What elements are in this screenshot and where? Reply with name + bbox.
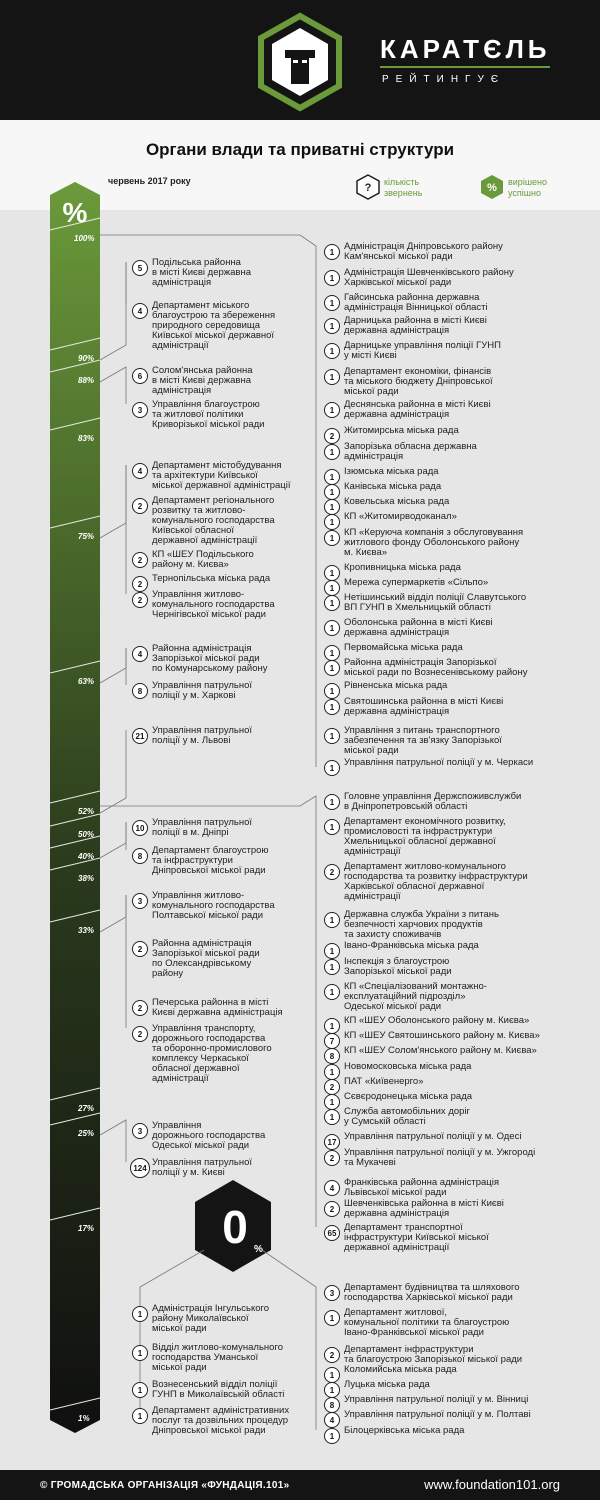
- percent-label: 52%: [78, 807, 95, 816]
- organization-name: Рівненська міська рада: [344, 680, 448, 691]
- right-list-item: [344, 1077, 594, 1087]
- right-list-item: [344, 1132, 594, 1142]
- request-count-badge: 1: [324, 595, 340, 611]
- request-count-badge: 8: [324, 1048, 340, 1064]
- right-list-item: [344, 618, 594, 638]
- right-list-item: [344, 482, 594, 492]
- left-list-item: [152, 590, 322, 620]
- organization-name: Районна адміністрація Запорізької міської ради по Вознесенівському району: [344, 657, 528, 678]
- percent-label: 83%: [78, 434, 95, 443]
- organization-name: Івано-Франківська міська рада: [344, 940, 479, 951]
- organization-name: Первомайська міська рада: [344, 642, 463, 653]
- right-list-item: [344, 957, 594, 977]
- request-count-badge: 3: [324, 1285, 340, 1301]
- right-list-item: [344, 1107, 594, 1127]
- organization-name: Подільська районна в місті Києві державна адміністрація: [152, 257, 251, 288]
- right-list-item: [344, 1178, 594, 1198]
- percent-label: 75%: [78, 532, 95, 541]
- connector-line: [100, 730, 126, 813]
- legend-count-symbol: ?: [364, 182, 372, 194]
- left-list-item: [152, 1121, 322, 1151]
- request-count-badge: 1: [324, 580, 340, 596]
- right-list-item: [344, 578, 594, 588]
- right-list-item: [344, 1046, 594, 1056]
- request-count-badge: 1: [132, 1382, 148, 1398]
- request-count-badge: 1: [324, 530, 340, 546]
- request-count-badge: 124: [130, 1158, 150, 1178]
- request-count-badge: 2: [132, 592, 148, 608]
- left-list-item: [152, 574, 322, 584]
- request-count-badge: 1: [324, 484, 340, 500]
- organization-name: КП «Житомирводоканал»: [344, 511, 457, 522]
- organization-name: Управління житлово- комунального господарства Полтавської міської ради: [152, 890, 275, 921]
- right-list-item: [344, 1092, 594, 1102]
- left-list-item: [152, 998, 322, 1018]
- right-list-item: [344, 1380, 594, 1390]
- request-count-badge: 3: [132, 893, 148, 909]
- right-list-item: [344, 910, 594, 940]
- organization-name: Ізюмська міська рада: [344, 466, 439, 477]
- organization-name: КП «Керуюча компанія з обслуговування житлового фонду Оболонського району м. Києва»: [344, 527, 524, 558]
- connector-line: [100, 367, 126, 382]
- zero-percent: %: [254, 1244, 263, 1255]
- organization-name: Ковельська міська рада: [344, 496, 450, 507]
- organization-name: Управління патрульної поліції у м. Львові: [152, 725, 253, 746]
- organization-name: Печерська районна в місті Києві державна адміністрація: [152, 997, 283, 1018]
- request-count-badge: 1: [324, 959, 340, 975]
- right-list-item: [344, 1223, 594, 1253]
- left-list-item: [152, 939, 322, 979]
- connector-line: [100, 648, 126, 683]
- organization-name: КП «ШЕУ Подільського району м. Києва»: [152, 549, 254, 570]
- right-list-item: [344, 758, 594, 768]
- right-list-item: [344, 1365, 594, 1375]
- request-count-badge: 1: [324, 943, 340, 959]
- left-list-item: [152, 644, 322, 674]
- organization-name: Департамент благоустрою та інфраструктури Дніпровської міської ради: [152, 845, 269, 876]
- right-list-item: [344, 1426, 594, 1436]
- organization-name: Департамент транспортної інфраструктури Київської міської державної адміністрації: [344, 1222, 489, 1253]
- organization-name: Святошинська районна в місті Києві державна адміністрація: [344, 696, 504, 717]
- brand-subtitle: РЕЙТИНГУЄ: [382, 74, 505, 85]
- request-count-badge: 1: [324, 683, 340, 699]
- organization-name: Відділ житлово-комунального господарства Уманської міської ради: [152, 1342, 283, 1373]
- request-count-badge: 8: [132, 848, 148, 864]
- organization-name: Дарницька районна в місті Києві державна адміністрація: [344, 315, 487, 336]
- right-list-item: [344, 1199, 594, 1219]
- request-count-badge: 1: [324, 660, 340, 676]
- organization-name: Деснянська районна в місті Києві державна адміністрація: [344, 399, 491, 420]
- request-count-badge: 1: [324, 295, 340, 311]
- request-count-badge: 1: [324, 244, 340, 260]
- request-count-badge: 1: [324, 1310, 340, 1326]
- request-count-badge: 8: [324, 1397, 340, 1413]
- organization-name: Білоцерківська міська рада: [344, 1425, 465, 1436]
- request-count-badge: 4: [132, 646, 148, 662]
- connector-line: [100, 822, 126, 858]
- organization-name: Районна адміністрація Запорізької міської ради по Комунарському району: [152, 643, 268, 674]
- organization-name: Адміністрація Інгульського району Миколаївської міської ради: [152, 1303, 270, 1334]
- request-count-badge: 1: [132, 1306, 148, 1322]
- request-count-badge: 2: [132, 941, 148, 957]
- request-count-badge: 6: [132, 368, 148, 384]
- organization-name: Адміністрація Шевченківського району Харківської міської ради: [344, 267, 514, 288]
- organization-name: Управління патрульної поліції у м. Одесі: [344, 1131, 522, 1142]
- request-count-badge: 1: [324, 343, 340, 359]
- right-list-item: [344, 982, 594, 1012]
- organization-name: Коломийська міська рада: [344, 1364, 457, 1375]
- percent-label: 90%: [78, 354, 95, 363]
- right-list-item: [344, 593, 594, 613]
- zero-label: 0: [222, 1201, 248, 1253]
- request-count-badge: 2: [324, 1150, 340, 1166]
- left-list-item: [152, 550, 322, 570]
- organization-name: Департамент житлово-комунального господарства та розвитку інфраструктури Харківської обласної державної адміністрації: [344, 861, 528, 902]
- connector-line: [100, 895, 126, 932]
- organization-name: Управління благоустрою та житлової політики Криворізької міської ради: [152, 399, 265, 430]
- request-count-badge: 1: [324, 444, 340, 460]
- right-list-item: [344, 426, 594, 436]
- percent-label: 63%: [78, 677, 95, 686]
- connector-line: [262, 1250, 316, 1430]
- scale-symbol: %: [62, 197, 88, 228]
- organization-name: Управління патрульної поліції у м. Черкаси: [344, 757, 534, 768]
- request-count-badge: 1: [324, 1367, 340, 1383]
- left-list-item: [152, 681, 322, 701]
- organization-name: Шевченківська районна в місті Києві державна адміністрація: [344, 1198, 504, 1219]
- organization-name: Департамент регіонального розвитку та житлово- комунального господарства Київської обласної державної адміністрації: [152, 495, 275, 546]
- right-list-item: [344, 242, 594, 262]
- left-list-item: [152, 1406, 322, 1436]
- left-list-item: [152, 496, 322, 546]
- left-list-item: [152, 846, 322, 876]
- left-list-item: [152, 400, 322, 430]
- left-list-item: [152, 1380, 322, 1400]
- right-list-item: [344, 697, 594, 717]
- right-list-item: [344, 1395, 594, 1405]
- organization-name: Управління транспорту, дорожнього господарства та оборонно-промислового комплексу Черкаської обласної державної адміністрації: [152, 1023, 272, 1084]
- right-list-item: [344, 658, 594, 678]
- request-count-badge: 21: [132, 728, 148, 744]
- organization-name: Управління патрульної поліції у м. Ужгороді та Мукачеві: [344, 1147, 536, 1168]
- organization-name: Департамент житлової, комунальної політики та благоустрою Івано-Франківської міської ради: [344, 1307, 510, 1338]
- organization-name: ПАТ «Київенерго»: [344, 1076, 424, 1087]
- left-list-item: [152, 301, 322, 351]
- right-list-item: [344, 1308, 594, 1338]
- request-count-badge: 1: [132, 1345, 148, 1361]
- right-list-item: [344, 442, 594, 462]
- report-date: червень 2017 року: [108, 176, 191, 186]
- right-list-item: [344, 643, 594, 653]
- request-count-badge: 17: [324, 1134, 340, 1150]
- right-list-item: [344, 563, 594, 573]
- percent-label: 1%: [78, 1414, 90, 1423]
- request-count-badge: 1: [324, 402, 340, 418]
- organization-name: Управління патрульної поліції у м. Полтаві: [344, 1409, 531, 1420]
- request-count-badge: 1: [324, 514, 340, 530]
- request-count-badge: 1: [324, 369, 340, 385]
- request-count-badge: 2: [324, 428, 340, 444]
- footer-copyright: © ГРОМАДСЬКА ОРГАНІЗАЦІЯ «ФУНДАЦІЯ.101»: [40, 1480, 290, 1491]
- right-list-item: [344, 792, 594, 812]
- left-list-item: [152, 1024, 322, 1084]
- organization-name: Управління патрульної поліції у м. Харкові: [152, 680, 253, 701]
- left-list-item: [152, 891, 322, 921]
- percent-label: 33%: [78, 926, 95, 935]
- request-count-badge: 8: [132, 683, 148, 699]
- organization-name: Вознесенський відділ поліції ГУНП в Миколаївській області: [152, 1379, 285, 1400]
- right-list-item: [344, 1410, 594, 1420]
- organization-name: Тернопільська міська рада: [152, 573, 271, 584]
- right-list-item: [344, 862, 594, 902]
- left-list-item: [152, 1304, 322, 1334]
- organization-name: Інспекція з благоустрою Запорізької міської ради: [344, 956, 452, 977]
- request-count-badge: 2: [324, 1201, 340, 1217]
- organization-name: Управління патрульної поліції у м. Києві: [152, 1157, 253, 1178]
- left-list-item: [152, 366, 322, 396]
- organization-name: Управління житлово- комунального господарства Чернігівської міської ради: [152, 589, 275, 620]
- request-count-badge: 1: [324, 1064, 340, 1080]
- request-count-badge: 1: [132, 1408, 148, 1424]
- right-list-item: [344, 497, 594, 507]
- left-list-item: [152, 1343, 322, 1373]
- right-list-item: [344, 512, 594, 522]
- right-list-item: [344, 268, 594, 288]
- request-count-badge: 2: [132, 576, 148, 592]
- request-count-badge: 4: [132, 463, 148, 479]
- request-count-badge: 1: [324, 318, 340, 334]
- request-count-badge: 1: [324, 1382, 340, 1398]
- request-count-badge: 65: [324, 1225, 340, 1241]
- request-count-badge: 5: [132, 260, 148, 276]
- request-count-badge: 2: [132, 498, 148, 514]
- request-count-badge: 4: [132, 303, 148, 319]
- organization-name: Управління з питань транспортного забезпечення та зв'язку Запорізької міської ради: [344, 725, 502, 756]
- organization-name: Кропивницька міська рада: [344, 562, 461, 573]
- right-list-item: [344, 726, 594, 756]
- legend-resolved-symbol: %: [487, 182, 497, 194]
- right-list-item: [344, 293, 594, 313]
- organization-name: Мережа супермаркетів «Сільпо»: [344, 577, 489, 588]
- organization-name: Луцька міська рада: [344, 1379, 430, 1390]
- request-count-badge: 2: [132, 1000, 148, 1016]
- request-count-badge: 1: [324, 794, 340, 810]
- left-list-item: [152, 1158, 322, 1178]
- right-list-item: [344, 528, 594, 558]
- percent-label: 17%: [78, 1224, 95, 1233]
- right-list-item: [344, 1031, 594, 1041]
- organization-name: Департамент інфраструктури та благоустрою Запорізької міської ради: [344, 1344, 523, 1365]
- page-title: Органи влади та приватні структури: [145, 140, 455, 159]
- percent-label: 50%: [78, 830, 95, 839]
- organization-name: Районна адміністрація Запорізької міської ради по Олександрівському району: [152, 938, 260, 979]
- organization-name: Управління патрульної поліції в м. Дніпрі: [152, 817, 253, 838]
- right-list-item: [344, 1148, 594, 1168]
- right-list-item: [344, 467, 594, 477]
- request-count-badge: 10: [132, 820, 148, 836]
- request-count-badge: 1: [324, 912, 340, 928]
- connector-line: [100, 1120, 126, 1135]
- request-count-badge: 4: [324, 1180, 340, 1196]
- organization-name: Новомосковська міська рада: [344, 1061, 472, 1072]
- left-list-item: [152, 818, 322, 838]
- request-count-badge: 2: [324, 1347, 340, 1363]
- request-count-badge: 2: [324, 864, 340, 880]
- organization-name: Управління патрульної поліції у м. Вінниці: [344, 1394, 529, 1405]
- organization-name: Департамент будівництва та шляхового господарства Харківської міської ради: [344, 1282, 520, 1303]
- percent-label: 27%: [78, 1104, 95, 1113]
- right-list-item: [344, 1016, 594, 1026]
- organization-name: КП «ШЕУ Оболонського району м. Києва»: [344, 1015, 530, 1026]
- right-list-item: [344, 817, 594, 857]
- organization-name: Нетішинський відділ поліції Славутського ВП ГУНП в Хмельницькій області: [344, 592, 527, 613]
- organization-name: Франківська районна адміністрація Львівської міської ради: [344, 1177, 499, 1198]
- organization-name: КП «ШЕУ Святошинського району м. Києва»: [344, 1030, 540, 1041]
- request-count-badge: 7: [324, 1033, 340, 1049]
- organization-name: Дарницьке управління поліції ГУНП у місті Києві: [344, 340, 501, 361]
- connector-line: [100, 262, 126, 360]
- right-list-item: [344, 681, 594, 691]
- organization-name: КП «ШЕУ Солом'янського району м. Києва»: [344, 1045, 537, 1056]
- organization-name: Управління дорожнього господарства Одеської міської ради: [152, 1120, 266, 1151]
- right-list-item: [344, 341, 594, 361]
- request-count-badge: 3: [132, 1123, 148, 1139]
- organization-name: Оболонська районна в місті Києві державна адміністрація: [344, 617, 493, 638]
- request-count-badge: 1: [324, 728, 340, 744]
- organization-name: Державна служба України з питань безпечності харчових продуктів та захисту споживачів: [344, 909, 499, 940]
- request-count-badge: 2: [132, 1026, 148, 1042]
- right-list-item: [344, 400, 594, 420]
- footer-website-link[interactable]: www.foundation101.org: [424, 1477, 560, 1492]
- organization-name: Житомирська міська рада: [344, 425, 459, 436]
- organization-name: Сєвєродонецька міська рада: [344, 1091, 473, 1102]
- organization-name: Адміністрація Дніпровського району Кам'янської міської ради: [344, 241, 503, 262]
- organization-name: КП «Спеціалізований монтажно- експлуатаційний підрозділ» Одеської міської ради: [344, 981, 487, 1012]
- organization-name: Гайсинська районна державна адміністрація Вінницької області: [344, 292, 488, 313]
- request-count-badge: 1: [324, 270, 340, 286]
- organization-name: Запорізька обласна державна адміністрація: [344, 441, 477, 462]
- organization-name: Департамент міського благоустрою та збереження природного середовища Київської міської державної адміністрації: [152, 300, 276, 351]
- organization-name: Департамент економіки, фінансів та міського бюджету Дніпровської міської ради: [344, 366, 493, 397]
- left-list-item: [152, 461, 322, 491]
- request-count-badge: 1: [324, 645, 340, 661]
- right-list-item: [344, 1283, 594, 1303]
- percent-label: 100%: [74, 234, 95, 243]
- organization-name: Служба автомобільних доріг у Сумській області: [344, 1106, 471, 1127]
- request-count-badge: 1: [324, 984, 340, 1000]
- left-list-item: [152, 726, 322, 746]
- connector-line: [100, 465, 126, 538]
- request-count-badge: 4: [324, 1412, 340, 1428]
- request-count-badge: 1: [324, 499, 340, 515]
- request-count-badge: 2: [132, 552, 148, 568]
- request-count-badge: 1: [324, 565, 340, 581]
- request-count-badge: 1: [324, 620, 340, 636]
- left-list-item: [152, 258, 322, 288]
- organization-name: Головне управління Держспоживслужби в Дніпропетровській області: [344, 791, 522, 812]
- organization-name: Солом'янська районна в місті Києві державна адміністрація: [152, 365, 253, 396]
- request-count-badge: 1: [324, 1428, 340, 1444]
- request-count-badge: 1: [324, 819, 340, 835]
- request-count-badge: 1: [324, 760, 340, 776]
- right-list-item: [344, 367, 594, 397]
- percent-label: 40%: [78, 852, 95, 861]
- right-list-item: [344, 316, 594, 336]
- organization-name: Департамент адміністративних послуг та дозвільних процедур Дніпровської міської ради: [152, 1405, 290, 1436]
- request-count-badge: 1: [324, 1109, 340, 1125]
- right-list-item: [344, 1062, 594, 1072]
- organization-name: Департамент економічного розвитку, промисловості та інфраструктури Хмельницької обласної державної адміністрації: [344, 816, 506, 857]
- request-count-badge: 1: [324, 699, 340, 715]
- request-count-badge: 1: [324, 1018, 340, 1034]
- right-list-item: [344, 1345, 594, 1365]
- brand-title: КАРАТЄЛЬ: [380, 34, 551, 64]
- request-count-badge: 1: [324, 469, 340, 485]
- request-count-badge: 3: [132, 402, 148, 418]
- percent-label: 25%: [78, 1129, 95, 1138]
- request-count-badge: 2: [324, 1079, 340, 1095]
- legend-count-label: кількість звернень: [384, 177, 423, 198]
- organization-name: Канівська міська рада: [344, 481, 442, 492]
- percent-label: 38%: [78, 874, 95, 883]
- percent-label: 88%: [78, 376, 95, 385]
- request-count-badge: 1: [324, 1094, 340, 1110]
- organization-name: Департамент містобудування та архітектури Київської міської державної адміністрації: [152, 460, 291, 491]
- right-list-item: [344, 941, 594, 951]
- legend-resolved-label: вирішено успішно: [508, 177, 548, 198]
